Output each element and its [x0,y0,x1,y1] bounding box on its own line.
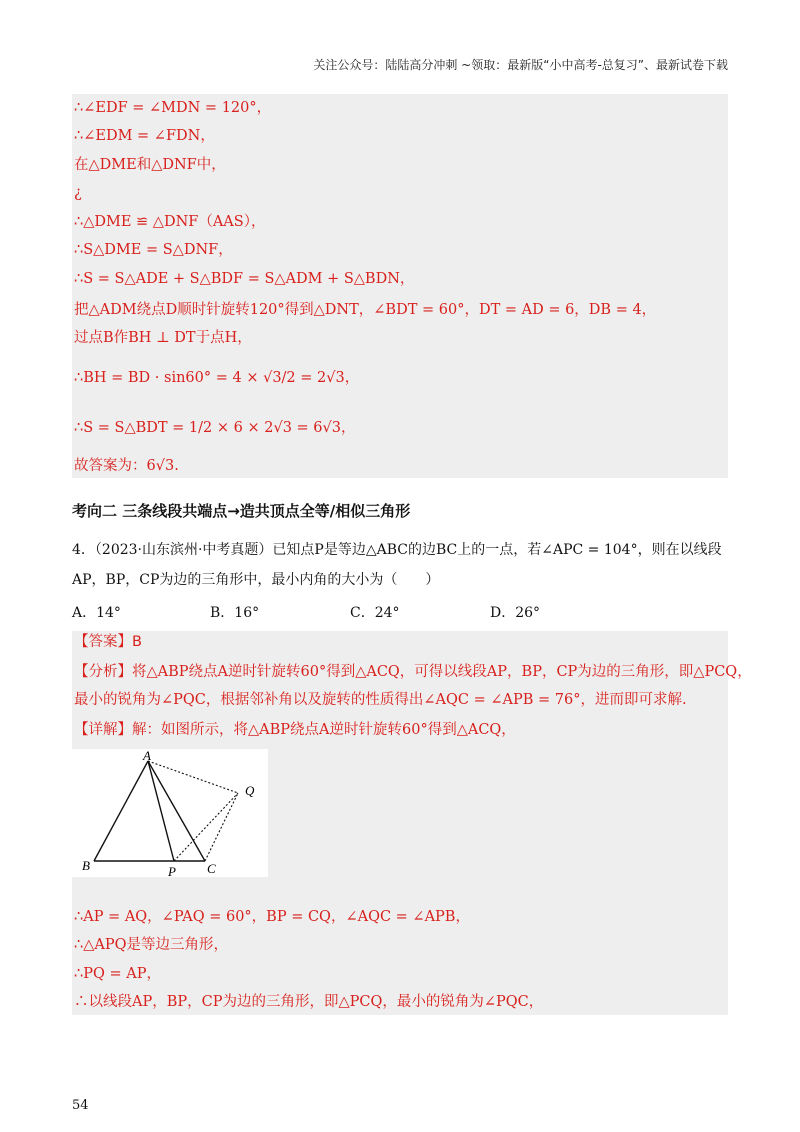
segment-aq [148,761,238,793]
solution-line: ¿ [74,185,82,201]
geometry-figure [72,749,268,877]
option-d: D．26° [490,605,541,621]
solution-line: 过点B作BH ⊥ DT于点H， [74,330,252,346]
option-b: B．16° [210,605,260,621]
label-a: A [143,749,151,763]
detail-line: 【详解】解：如图所示，将△ABP绕点A逆时针旋转60°得到△ACQ， [74,722,516,738]
solution-line: ∴BH = BD · sin60° = 4 × √3/2 = 2√3， [74,370,360,386]
page-number: 54 [72,1098,89,1113]
analysis-line: 【分析】将△ABP绕点A逆时针旋转60°得到△ACQ，可得以线段AP，BP，CP为边的三角形，即△PCQ， [74,664,752,680]
solution-line: ∴△DME ≌ △DNF（AAS）， [74,214,266,230]
option-a: A．14° [72,605,121,621]
answer-line: 【答案】B [74,634,142,650]
question-line: 4．（2023·山东滨州·中考真题）已知点P是等边△ABC的边BC上的一点，若∠APC = 104°，则在以线段 [72,542,722,558]
label-p: P [168,864,176,877]
conclusion-line: ∴△APQ是等边三角形， [74,937,228,953]
solution-line: 在△DME和△DNF中， [74,157,226,173]
solution-line: ∴S△DME = S△DNF， [74,242,233,258]
segment-pq [174,793,238,861]
page-header: 关注公众号：陆陆高分冲刺 ~领取：最新版“小中高考-总复习”、最新试卷下载 [313,58,728,72]
solution-line: ∴S = S△BDT = 1/2 × 6 × 2√3 = 6√3， [74,420,356,436]
label-c: C [207,861,216,876]
label-q: Q [245,783,255,798]
segment-ab [94,761,148,861]
solution-line: ∴∠EDF = ∠MDN = 120°， [74,100,272,116]
option-c: C．24° [350,605,400,621]
conclusion-line: ∴以线段AP，BP，CP为边的三角形，即△PCQ，最小的锐角为∠PQC， [74,994,544,1010]
analysis-line: 最小的锐角为∠PQC，根据邻补角以及旋转的性质得出∠AQC = ∠APB = 76°，进而即可求解. [74,692,687,708]
question-line: AP，BP，CP为边的三角形中，最小内角的大小为（ ） [72,572,440,588]
label-b: B [82,858,90,873]
solution-line: 把△ADM绕点D顺时针旋转120°得到△DNT，∠BDT = 60°，DT = AD = 6，DB = 4， [74,302,657,318]
solution-line: 故答案为：6√3. [74,458,179,474]
segment-cq [205,793,238,861]
conclusion-line: ∴PQ = AP， [74,966,161,982]
segment-ac [148,761,205,861]
segment-ap [148,761,174,861]
section-title: 考向二 三条线段共端点→造共顶点全等/相似三角形 [72,502,411,520]
solution-line: ∴S = S△ADE + S△BDF = S△ADM + S△BDN， [74,271,415,287]
solution-line: ∴∠EDM = ∠FDN， [74,128,215,144]
conclusion-line: ∴AP = AQ，∠PAQ = 60°，BP = CQ，∠AQC = ∠APB， [74,909,470,925]
